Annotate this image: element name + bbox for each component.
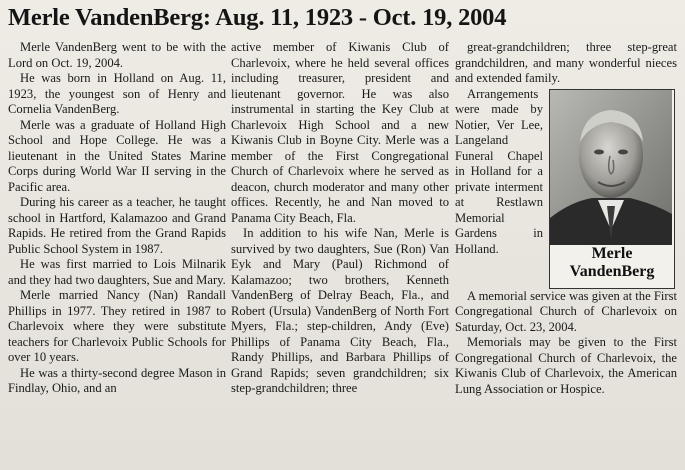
obituary-headline: Merle VandenBerg: Aug. 11, 1923 - Oct. 19, 2004 xyxy=(8,4,507,31)
paragraph: Merle VandenBerg went to be with the Lord on Oct. 19, 2004. xyxy=(8,40,226,70)
paragraph: Arrangements were made by Notier, Ver Lee, Langeland Funeral Chapel in Holland for a private interment at Restlawn Memorial Gardens in Holland. xyxy=(455,86,543,256)
paragraph: Merle married Nancy (Nan) Randall Phillips in 1977. They retired in 1987 to Charlevoix where they were substitute teachers for Charlevoix Public Schools for over 10 years. xyxy=(8,288,226,364)
paragraph: Merle was a graduate of Holland High School and Hope College. He was a lieutenant in the United States Marine Corps during World War II serving in the Pacific area. xyxy=(8,117,226,194)
portrait-frame xyxy=(549,89,675,289)
column-3 xyxy=(455,40,677,397)
photo-row xyxy=(455,87,677,289)
column-2 xyxy=(231,40,449,397)
paragraph: He was first married to Lois Milnarik and they had two daughters, Sue and Mary. xyxy=(8,257,226,287)
paragraph: In addition to his wife Nan, Merle is survived by two daughters, Sue (Ron) Van Eyk and Mary (Paul) Richmond of Kalamazoo; two brothers, Kenneth VandenBerg of Delray Beach, Fla., and Robert (Ursula) VandenBerg of North Fort Myers, Fla.; step-children, Andy (Eve) Phillips of Panama City Beach, Fla., Randy Phillips, and Barbara Phillips of Grand Rapids; seven grandchildren; six step-grandchildren; three xyxy=(231,226,449,395)
column-3-after-photo xyxy=(455,289,677,398)
paragraph: great-grandchildren; three step-great grandchildren, and many wonderful nieces and extended family. xyxy=(455,40,677,85)
paragraph: During his career as a teacher, he taught school in Hartford, Kalamazoo and Grand Rapids. He retired from the Grand Rapids Public School System in 1987. xyxy=(8,195,226,256)
paragraph: Memorials may be given to the First Congregational Church of Charlevoix, the Kiwanis Club of Charlevoix, the American Lung Association or Hospice. xyxy=(455,335,677,396)
portrait-photo xyxy=(550,90,672,245)
paragraph: A memorial service was given at the First Congregational Church of Charlevoix on Saturday, Oct. 23, 2004. xyxy=(455,288,677,334)
paragraph: He was born in Holland on Aug. 11, 1923, the youngest son of Henry and Cornelia VandenBerg. xyxy=(8,71,226,116)
column-1 xyxy=(8,40,226,397)
paragraph: He was a thirty-second degree Mason in Findlay, Ohio, and an xyxy=(8,365,226,395)
paragraph: active member of Kiwanis Club of Charlevoix, where he held several offices including treasurer, president and lieutenant governor. He was also instrumental in starting the Key Club at Charlevoix High School and a new Kiwanis Club in Boyne City. Merle was a member of the First Congregational Church of Charlevoix where he served as deacon, church moderator and many other offices. Recently, he and Nan moved to Panama City Beach, Fla. xyxy=(231,40,449,225)
photo-caption: Merle VandenBerg xyxy=(569,244,655,280)
